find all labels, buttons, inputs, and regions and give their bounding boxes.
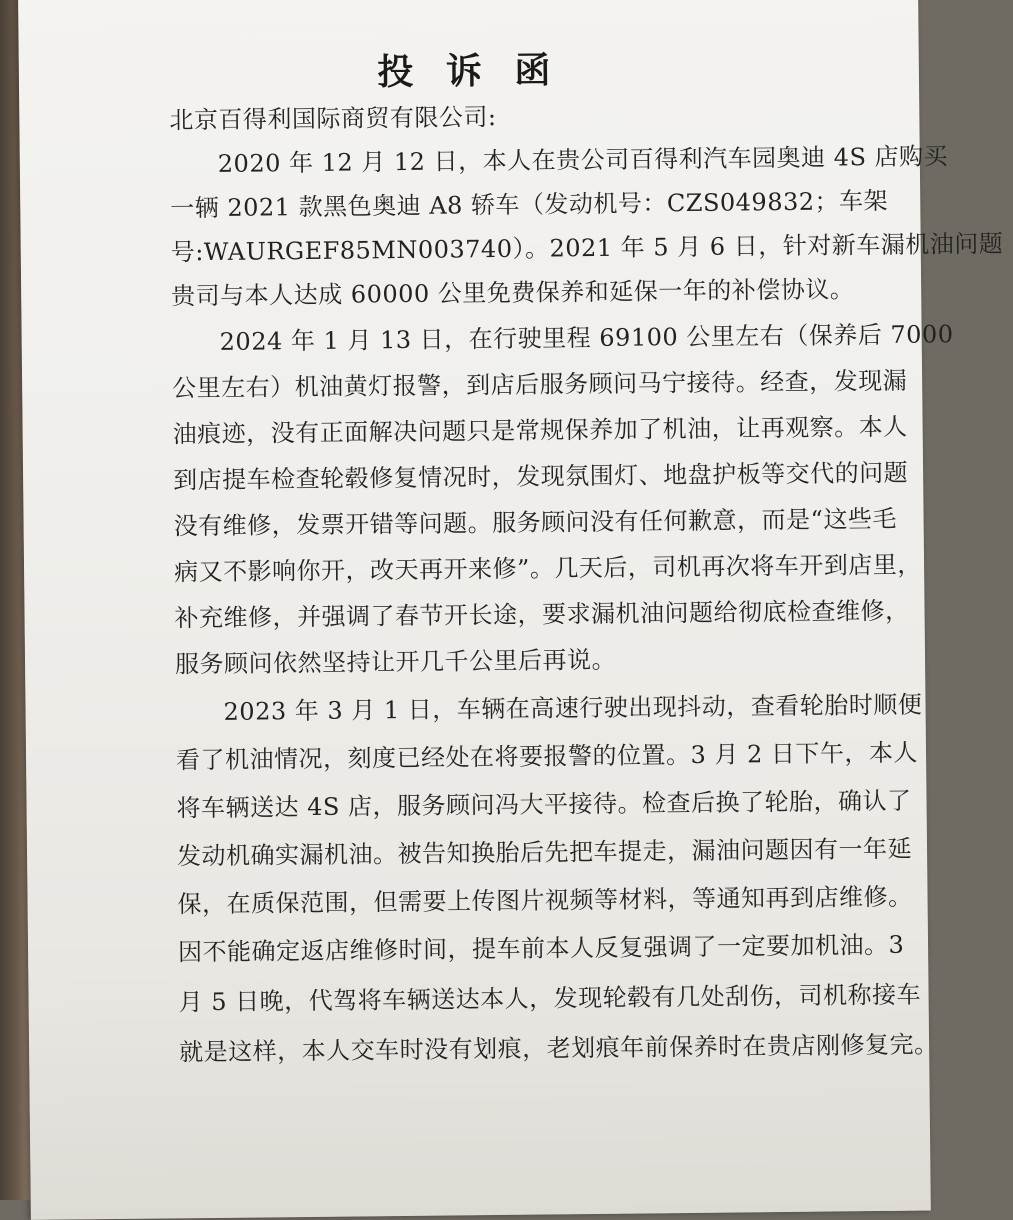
text-line: 因不能确定返店维修时间，提车前本人反复强调了一定要加机油。3	[177, 930, 905, 967]
text-line: 没有维修，发票开错等问题。服务顾问没有任何歉意，而是“这些毛	[173, 504, 898, 541]
text-line: 发动机确实漏机油。被告知换胎后先把车提走，漏油问题因有一年延	[176, 834, 913, 871]
text-line: 公里左右）机油黄灯报警，到店后服务顾问马宁接待。经查，发现漏	[172, 366, 908, 403]
text-line: 月 5 日晚，代驾将车辆送达本人，发现轮毂有几处刮伤，司机称接车	[178, 980, 922, 1017]
text-line: 油痕迹，没有正面解决问题只是常规保养加了机油，让再观察。本人	[172, 412, 908, 449]
text-line: 就是这样，本人交车时没有划痕，老划痕年前保养时在贵店刚修复完。	[178, 1030, 939, 1067]
letter-title: 投 诉 函	[377, 49, 561, 94]
text-line: 将车辆送达 4S 店，服务顾问冯大平接待。检查后换了轮胎，确认了	[176, 786, 912, 823]
text-line: 到店提车检查轮毂修复情况时，发现氛围灯、地盘护板等交代的问题	[172, 458, 909, 495]
complaint-letter-page	[18, 0, 1004, 1220]
text-line: 贵司与本人达成 60000 公里免费保养和延保一年的补偿协议。	[171, 275, 855, 311]
text-line: 补充维修，并强调了春节开长途，要求漏机油问题给彻底检查维修，	[174, 596, 910, 633]
text-line: 服务顾问依然坚持让开几千公里后再说。	[174, 645, 617, 679]
text-line: 一辆 2021 款黑色奥迪 A8 轿车（发动机号：CZS049832；车架	[170, 186, 889, 223]
text-line: 看了机油情况，刻度已经处在将要报警的位置。3 月 2 日下午，本人	[175, 738, 919, 775]
text-line: 2023 年 3 月 1 日，车辆在高速行驶出现抖动，查看轮胎时顺便	[223, 690, 923, 726]
text-line: 病又不影响你开，改天再开来修”。几天后，司机再次将车开到店里，	[173, 550, 922, 587]
text-line: 2024 年 1 月 13 日，在行驶里程 69100 公里左右（保养后 7000	[219, 320, 954, 356]
text-line: 保，在质保范围，但需要上传图片视频等材料，等通知再到店维修。	[177, 882, 913, 919]
text-line: 2020 年 12 月 12 日，本人在贵公司百得利汽车园奥迪 4S 店购买	[217, 142, 949, 178]
letter-salutation: 北京百得利国际商贸有限公司:	[169, 102, 497, 135]
text-line: 号:WAURGEF85MN003740）。2021 年 5 月 6 日，针对新车漏机油问题	[170, 229, 1004, 267]
